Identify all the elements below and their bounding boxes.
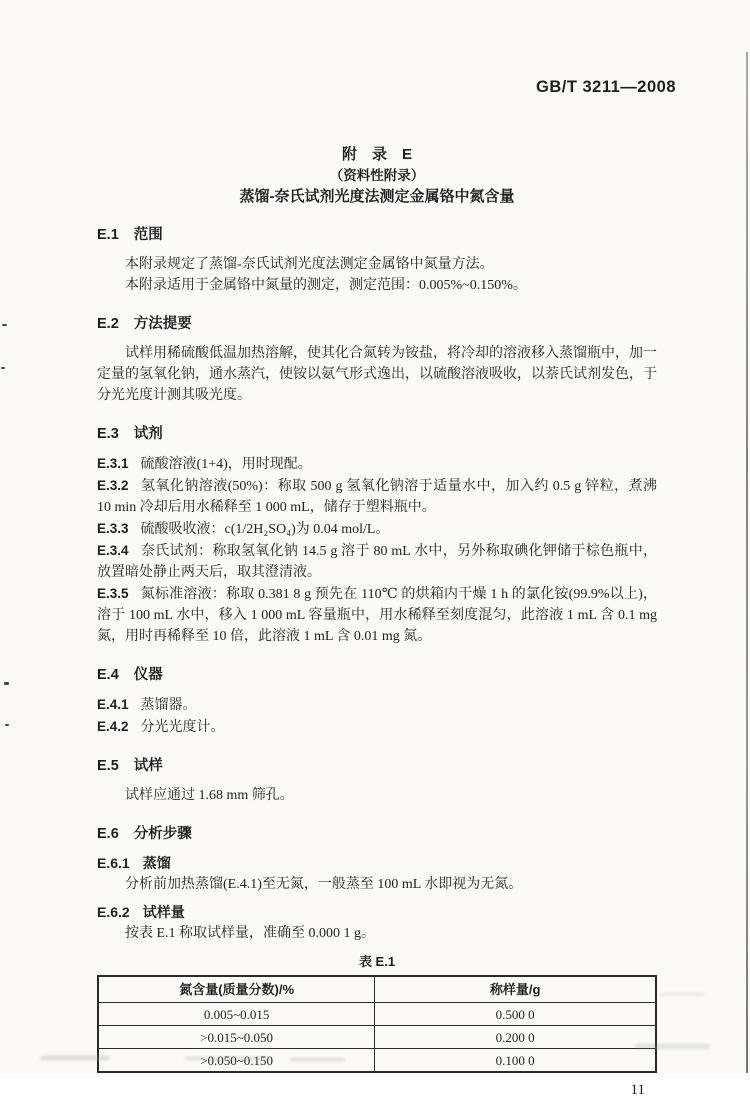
paragraph-e2-1: 试样用稀硫酸低温加热溶解，使其化合氮转为铵盐，将冷却的溶液移入蒸馏瓶中，加一定量的氢氧化钠，通水蒸汽，使铵以氨气形式逸出，以硫酸溶液吸收，以萘氏试剂发色，于分光光度计测其吸光度。 (97, 346, 657, 403)
table-row (98, 1026, 656, 1049)
clause-text-e3-1: 硫酸溶液(1+4)，用时现配。 (140, 457, 312, 472)
clause-e4-1 (97, 694, 657, 716)
table-cell: >0.050~0.150 (98, 1049, 375, 1073)
table-e1 (97, 975, 657, 1073)
table-cell: >0.015~0.050 (98, 1026, 375, 1049)
clause-text-e4-1: 蒸馏器。 (140, 698, 197, 713)
clause-e3-1 (97, 453, 657, 475)
paragraph-e1-2: 本附录适用于金属铬中氮量的测定，测定范围：0.005%~0.150%。 (125, 278, 527, 293)
scan-smudge (40, 1056, 110, 1060)
clause-label-e4-2: E.4.2 (97, 719, 129, 734)
section-label-e2: E.2 (97, 316, 119, 332)
scan-smudge (290, 1058, 345, 1061)
page-content (97, 0, 657, 1101)
section-title-e6: 分析步骤 (133, 826, 192, 842)
scan-smudge (635, 1044, 710, 1049)
scan-speck (4, 682, 9, 685)
clause-text-e3-2: 氢氧化钠溶液(50%)：称取 500 g 氢氧化钠溶于适量水中，加入约 0.5 g 锌粒，煮沸 10 min 冷却后用水稀释至 1 000 mL，储存于塑料瓶中。 (97, 479, 657, 515)
clause-label-e3-5: E.3.5 (97, 586, 129, 601)
scan-speck (1, 367, 5, 369)
scan-edge-line (746, 52, 748, 1073)
clause-label-e3-4: E.3.4 (97, 543, 129, 558)
subsection-label-e6-1: E.6.1 (97, 855, 130, 871)
appendix-subheading: （资料性附录） (329, 168, 425, 183)
table-cell: 0.005~0.015 (98, 1003, 375, 1026)
section-label-e5: E.5 (97, 758, 119, 774)
clause-label-e3-2: E.3.2 (97, 478, 129, 493)
scan-speck (5, 724, 9, 726)
section-title-e2: 方法提要 (133, 316, 192, 332)
section-heading-e3 (97, 424, 657, 445)
paragraph-e5-1: 试样应通过 1.68 mm 筛孔。 (125, 788, 294, 803)
section-title-e3: 试剂 (133, 426, 163, 442)
table-header-sample-mass: 称样量/g (375, 976, 656, 1003)
section-label-e6: E.6 (97, 826, 119, 842)
clause-text-e3-4: 奈氏试剂：称取氢氧化钠 14.5 g 溶于 80 mL 水中，另外称取碘化钾储于棕色瓶中，放置暗处静止两天后，取其澄清液。 (97, 544, 657, 580)
table-cell: 0.500 0 (375, 1003, 656, 1026)
subsection-heading-e6-2 (97, 902, 657, 923)
clause-e4-2 (97, 716, 657, 738)
clause-text-e3-5: 氮标准溶液：称取 0.381 8 g 预先在 110℃ 的烘箱内干燥 1 h 的氯化铵(99.9%以上)，溶于 100 mL 水中，移入 1 000 mL 容量瓶中，用水稀释至刻度混匀，此溶液 1 mL 含 0.1 mg 氮，用时再稀释至 10 倍，此溶液 1 mL 含 0.01 mg 氮。 (97, 587, 657, 644)
standard-code: GB/T 3211—2008 (536, 78, 676, 96)
paragraph-e6-2: 按表 E.1 称取试样量，准确至 0.000 1 g。 (125, 926, 376, 941)
clause-text-e4-2: 分光光度计。 (140, 720, 225, 735)
paragraph-e1-1: 本附录规定了蒸馏-奈氏试剂光度法测定金属铬中氮量方法。 (125, 257, 494, 272)
clause-label-e4-1: E.4.1 (97, 697, 129, 712)
section-title-e4: 仪器 (133, 667, 163, 683)
table-cell: 0.200 0 (375, 1026, 656, 1049)
section-heading-e2 (97, 314, 657, 335)
clause-e3-4 (97, 540, 657, 583)
clause-e3-5 (97, 583, 657, 647)
section-heading-e4 (97, 665, 657, 686)
table-header-row (98, 976, 656, 1003)
section-heading-e1 (97, 225, 657, 246)
section-heading-e5 (97, 756, 657, 777)
section-label-e4: E.4 (97, 667, 119, 683)
table-row (98, 1003, 656, 1026)
table-row (98, 1049, 656, 1073)
scan-smudge (660, 993, 705, 996)
table-caption: 表 E.1 (358, 954, 396, 969)
page-number: 11 (630, 1082, 645, 1098)
section-heading-e6 (97, 824, 657, 845)
subsection-heading-e6-1 (97, 853, 657, 874)
clause-label-e3-1: E.3.1 (97, 456, 129, 471)
section-title-e1: 范围 (133, 227, 163, 243)
clause-e3-2 (97, 475, 657, 518)
clause-label-e3-3: E.3.3 (97, 521, 129, 536)
table-cell: 0.100 0 (375, 1049, 656, 1073)
scan-speck (2, 324, 7, 326)
paragraph-e6-1: 分析前加热蒸馏(E.4.1)至无氮，一般蒸至 100 mL 水即视为无氮。 (125, 877, 523, 892)
subsection-title-e6-2: 试样量 (142, 904, 185, 920)
subsection-title-e6-1: 蒸馏 (142, 855, 171, 871)
clause-text-e3-3: 硫酸吸收液：c(1/2H₂SO₄)为 0.04 mol/L。 (140, 522, 390, 537)
subsection-label-e6-2: E.6.2 (97, 904, 130, 920)
section-label-e3: E.3 (97, 426, 119, 442)
scan-smudge (185, 1057, 270, 1060)
clause-e3-3 (97, 518, 657, 540)
appendix-heading: 附 录 E (341, 146, 412, 163)
appendix-title: 蒸馏-奈氏试剂光度法测定金属铬中氮含量 (239, 188, 515, 205)
table-header-nitrogen-content: 氮含量(质量分数)/% (98, 976, 375, 1003)
section-title-e5: 试样 (133, 758, 163, 774)
section-label-e1: E.1 (97, 227, 119, 243)
